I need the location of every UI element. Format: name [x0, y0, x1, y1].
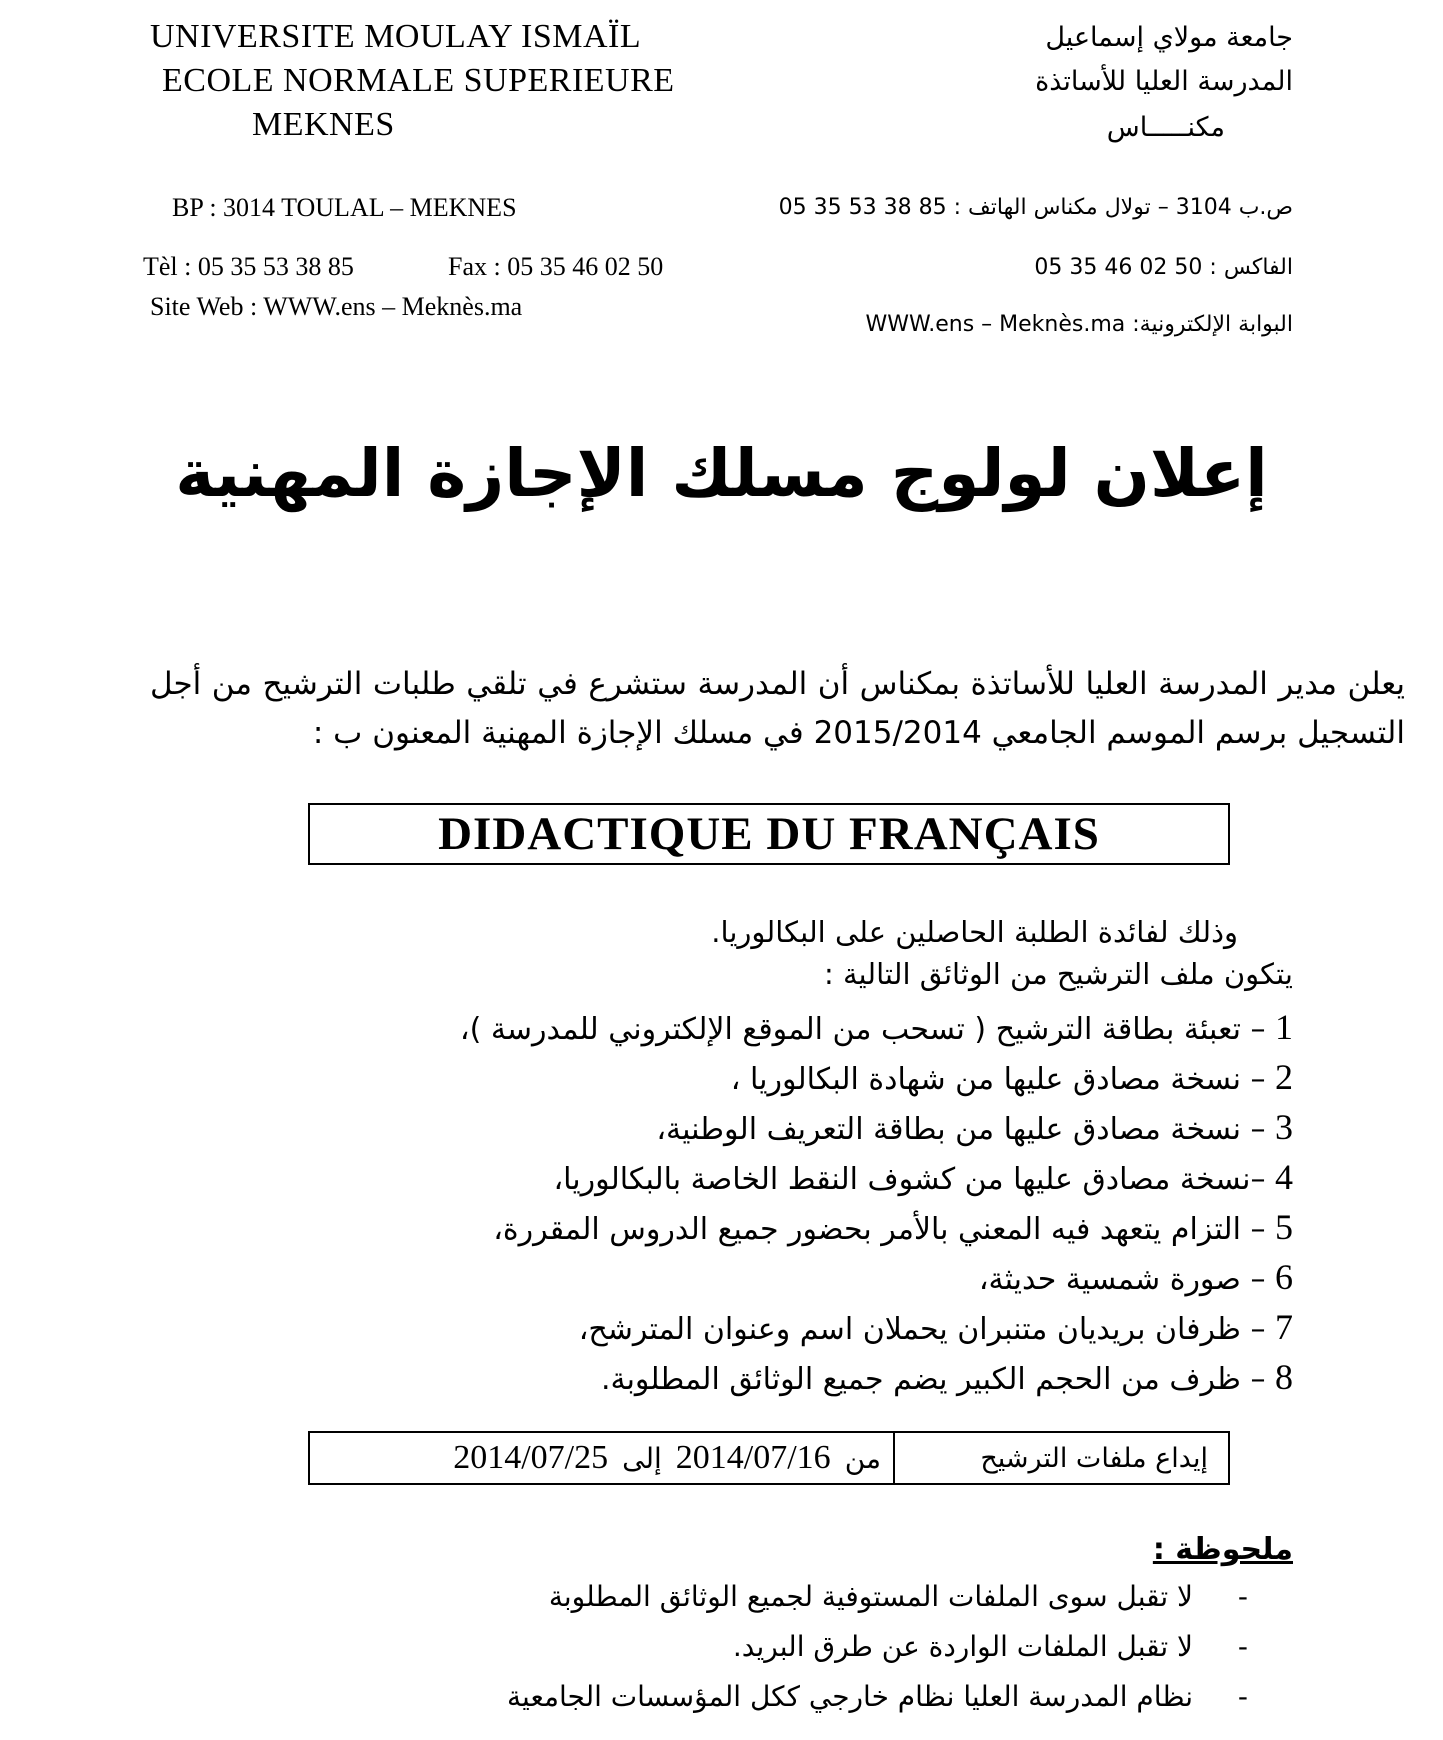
note-heading: ملحوظة :	[1152, 1532, 1293, 1567]
fax-ar: الفاكس : 50 02 46 35 05	[1034, 255, 1293, 280]
announcement-title: إعلان لولوج مسلك الإجازة المهنية	[175, 435, 1268, 512]
postal-box-ar: ص.ب 3104 – تولال مكناس الهاتف : 85 38 53 35 05	[778, 195, 1293, 220]
fax-fr: Fax : 05 35 46 02 50	[448, 252, 664, 281]
university-name-ar: جامعة مولاي إسماعيل	[1045, 22, 1293, 53]
item-text: – ظرفان بريديان متنبران يحملان اسم وعنوان المترشح،	[578, 1312, 1266, 1347]
bullet: -	[1237, 1680, 1248, 1713]
university-name-fr: UNIVERSITE MOULAY ISMAÏL	[150, 18, 642, 55]
documents-intro: يتكون ملف الترشيح من الوثائق التالية :	[823, 957, 1293, 991]
note-item	[193, 1672, 1293, 1722]
website-fr[interactable]: Site Web : WWW.ens – Meknès.ma	[150, 292, 523, 321]
list-item	[393, 1302, 1293, 1352]
item-text: – نسخة مصادق عليها من شهادة البكالوريا ،	[730, 1062, 1266, 1097]
school-name-fr: ECOLE NORMALE SUPERIEURE	[162, 62, 675, 99]
to-date: 2014/07/25	[453, 1439, 609, 1476]
bullet: -	[1237, 1630, 1248, 1663]
list-item	[393, 1202, 1293, 1252]
postal-box-fr: BP : 3014 TOULAL – MEKNES	[172, 193, 517, 222]
note-text: نظام المدرسة العليا نظام خارجي ككل المؤسسات الجامعية	[507, 1680, 1193, 1713]
item-text: –نسخة مصادق عليها من كشوف النقط الخاصة بالبكالوريا،	[553, 1162, 1266, 1197]
item-number: 4	[1275, 1157, 1293, 1197]
documents-list	[393, 1002, 1293, 1402]
deposit-dates-table	[308, 1431, 1230, 1485]
from-word: من	[844, 1441, 881, 1475]
from-date: 2014/07/16	[675, 1439, 831, 1476]
item-number: 8	[1275, 1357, 1293, 1397]
item-number: 6	[1275, 1257, 1293, 1297]
list-item	[393, 1002, 1293, 1052]
school-name-ar: المدرسة العليا للأساتذة	[1035, 66, 1293, 97]
item-text: – نسخة مصادق عليها من بطاقة التعريف الوطنية،	[656, 1112, 1266, 1147]
note-text: لا تقبل الملفات الواردة عن طرق البريد.	[732, 1630, 1193, 1663]
item-number: 5	[1275, 1207, 1293, 1247]
phone-fr: Tèl : 05 35 53 38 85	[143, 252, 354, 281]
website-ar[interactable]: البوابة الإلكترونية: WWW.ens – Meknès.ma	[865, 312, 1293, 337]
beneficiaries-line: وذلك لفائدة الطلبة الحاصلين على البكالوريا.	[711, 915, 1238, 949]
item-text: – تعبئة بطاقة الترشيح ( تسحب من الموقع الإلكتروني للمدرسة )،	[459, 1012, 1266, 1047]
bullet: -	[1237, 1580, 1248, 1613]
item-text: – صورة شمسية حديثة،	[978, 1262, 1266, 1297]
program-name: DIDACTIQUE DU FRANÇAIS	[308, 803, 1230, 865]
list-item	[393, 1352, 1293, 1402]
item-text: – ظرف من الحجم الكبير يضم جميع الوثائق المطلوبة.	[600, 1362, 1266, 1397]
item-text: – التزام يتعهد فيه المعني بالأمر بحضور جميع الدروس المقررة،	[493, 1212, 1266, 1247]
item-number: 2	[1275, 1057, 1293, 1097]
list-item	[393, 1252, 1293, 1302]
note-item	[193, 1622, 1293, 1672]
list-item	[393, 1102, 1293, 1152]
item-number: 3	[1275, 1107, 1293, 1147]
deposit-label: إيداع ملفات الترشيح	[893, 1433, 1228, 1483]
to-word: إلى	[622, 1441, 662, 1475]
notes-list	[193, 1572, 1293, 1722]
deposit-range	[310, 1433, 893, 1483]
city-name-fr: MEKNES	[252, 106, 395, 143]
city-name-ar: مكنـــــاس	[1106, 112, 1225, 143]
list-item	[393, 1052, 1293, 1102]
item-number: 1	[1275, 1007, 1293, 1047]
item-number: 7	[1275, 1307, 1293, 1347]
note-text: لا تقبل سوى الملفات المستوفية لجميع الوثائق المطلوبة	[548, 1580, 1193, 1613]
announcement-paragraph: يعلن مدير المدرسة العليا للأساتذة بمكناس أن المدرسة ستشرع في تلقي طلبات الترشيح من أجل التسجيل برسم الموسم الجامعي 2015/2014 في مسلك الإجازة المهنية المعنون ب :	[150, 666, 1405, 751]
list-item	[393, 1152, 1293, 1202]
note-item	[193, 1572, 1293, 1622]
